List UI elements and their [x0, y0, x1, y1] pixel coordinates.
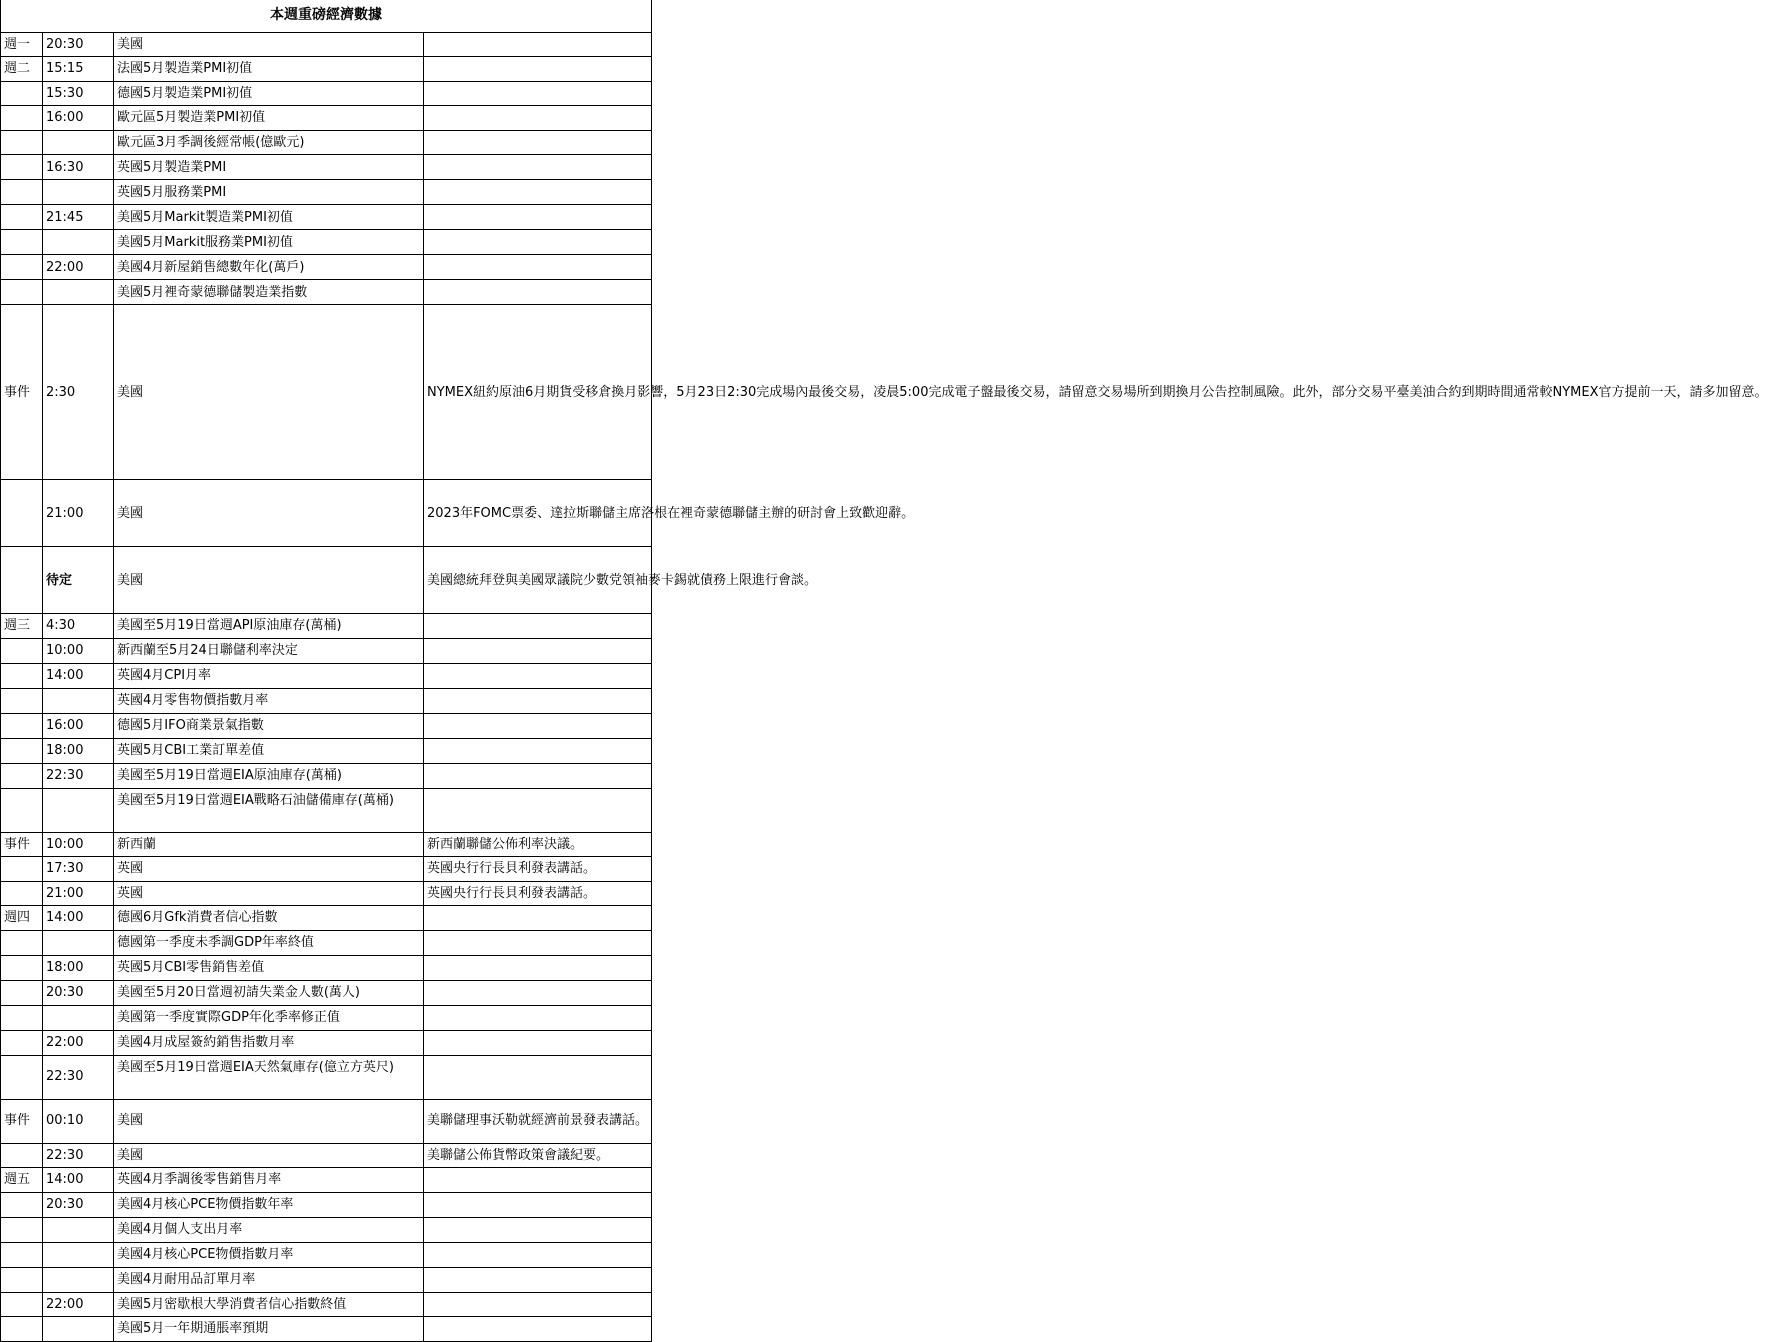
table-row — [1, 81, 652, 106]
table-row — [1, 106, 652, 131]
note-cell — [424, 931, 652, 956]
note-cell — [424, 1031, 652, 1056]
day-cell: 週四 — [1, 906, 43, 931]
table-row — [1, 956, 652, 981]
table-row — [1, 639, 652, 664]
note-cell — [424, 81, 652, 106]
day-cell — [1, 1217, 43, 1242]
indicator-cell: 歐元區5月製造業PMI初值 — [114, 106, 424, 131]
time-cell: 18:00 — [43, 956, 114, 981]
table-row — [1, 931, 652, 956]
table-row — [1, 1317, 652, 1342]
day-cell — [1, 1317, 43, 1342]
table-row — [1, 230, 652, 255]
time-cell: 15:15 — [43, 57, 114, 82]
time-cell — [43, 280, 114, 305]
table-row — [1, 832, 652, 857]
time-cell: 17:30 — [43, 857, 114, 882]
note-cell — [424, 57, 652, 82]
time-cell: 16:00 — [43, 106, 114, 131]
indicator-cell: 美國至5月20日當週初請失業金人數(萬人) — [114, 981, 424, 1006]
note-cell — [424, 1217, 652, 1242]
table-row — [1, 1242, 652, 1267]
note-cell: 美國總統拜登與美國眾議院少數党領袖麥卡錫就債務上限進行會談。 — [424, 547, 652, 614]
time-cell: 2:30 — [43, 305, 114, 480]
day-cell — [1, 1006, 43, 1031]
time-cell: 4:30 — [43, 614, 114, 639]
time-cell: 21:00 — [43, 480, 114, 547]
table-row — [1, 32, 652, 57]
table-row — [1, 1168, 652, 1193]
table-row — [1, 1031, 652, 1056]
day-cell — [1, 280, 43, 305]
note-cell — [424, 1292, 652, 1317]
day-cell — [1, 155, 43, 180]
indicator-cell: 美國4月個人支出月率 — [114, 1217, 424, 1242]
table-row — [1, 205, 652, 230]
time-cell: 22:30 — [43, 1055, 114, 1099]
time-cell — [43, 230, 114, 255]
note-cell — [424, 763, 652, 788]
day-cell: 事件 — [1, 1099, 43, 1143]
day-cell — [1, 130, 43, 155]
indicator-cell: 新西蘭 — [114, 832, 424, 857]
day-cell: 事件 — [1, 832, 43, 857]
note-cell — [424, 230, 652, 255]
indicator-cell: 德國6月Gfk消費者信心指數 — [114, 906, 424, 931]
day-cell — [1, 1055, 43, 1099]
time-cell: 15:30 — [43, 81, 114, 106]
note-cell — [424, 1168, 652, 1193]
indicator-cell: 英國 — [114, 857, 424, 882]
table-row — [1, 981, 652, 1006]
time-cell: 16:00 — [43, 713, 114, 738]
table-row — [1, 688, 652, 713]
note-cell — [424, 639, 652, 664]
note-cell — [424, 180, 652, 205]
indicator-cell: 英國5月服務業PMI — [114, 180, 424, 205]
day-cell — [1, 763, 43, 788]
note-cell — [424, 130, 652, 155]
note-cell — [424, 788, 652, 832]
table-row — [1, 180, 652, 205]
table-row — [1, 614, 652, 639]
note-cell — [424, 663, 652, 688]
note-cell: 美聯儲理事沃勒就經濟前景發表講話。 — [424, 1099, 652, 1143]
table-row — [1, 1267, 652, 1292]
indicator-cell: 美國5月一年期通脹率預期 — [114, 1317, 424, 1342]
indicator-cell: 美國至5月19日當週API原油庫存(萬桶) — [114, 614, 424, 639]
indicator-cell: 美國5月Markit服務業PMI初值 — [114, 230, 424, 255]
time-cell: 16:30 — [43, 155, 114, 180]
table-row — [1, 255, 652, 280]
day-cell — [1, 81, 43, 106]
table-row — [1, 1006, 652, 1031]
table-row — [1, 763, 652, 788]
time-cell: 22:00 — [43, 1031, 114, 1056]
indicator-cell: 美國 — [114, 547, 424, 614]
note-cell — [424, 1006, 652, 1031]
table-row — [1, 1099, 652, 1143]
indicator-cell: 德國第一季度未季調GDP年率終值 — [114, 931, 424, 956]
day-cell — [1, 1242, 43, 1267]
note-cell — [424, 1317, 652, 1342]
day-cell — [1, 1267, 43, 1292]
day-cell — [1, 1143, 43, 1168]
table-row — [1, 155, 652, 180]
note-cell — [424, 614, 652, 639]
table-row — [1, 713, 652, 738]
day-cell — [1, 480, 43, 547]
indicator-cell: 英國5月製造業PMI — [114, 155, 424, 180]
indicator-cell: 美國至5月19日當週EIA戰略石油儲備庫存(萬桶) — [114, 788, 424, 832]
table-row — [1, 1217, 652, 1242]
note-cell — [424, 688, 652, 713]
note-cell — [424, 106, 652, 131]
indicator-cell: 美國 — [114, 480, 424, 547]
time-cell — [43, 1217, 114, 1242]
table-row — [1, 906, 652, 931]
day-cell: 事件 — [1, 305, 43, 480]
time-cell — [43, 1317, 114, 1342]
day-cell: 週二 — [1, 57, 43, 82]
day-cell — [1, 857, 43, 882]
note-cell: 美聯儲公佈貨幣政策會議紀要。 — [424, 1143, 652, 1168]
day-cell — [1, 788, 43, 832]
note-cell — [424, 32, 652, 57]
table-row — [1, 1292, 652, 1317]
time-cell: 21:45 — [43, 205, 114, 230]
indicator-cell: 美國5月裡奇蒙德聯儲製造業指數 — [114, 280, 424, 305]
day-cell — [1, 738, 43, 763]
note-cell — [424, 205, 652, 230]
indicator-cell: 美國 — [114, 1099, 424, 1143]
time-cell: 18:00 — [43, 738, 114, 763]
table-row — [1, 881, 652, 906]
day-cell — [1, 180, 43, 205]
table-row — [1, 738, 652, 763]
indicator-cell: 歐元區3月季調後經常帳(億歐元) — [114, 130, 424, 155]
note-cell — [424, 255, 652, 280]
note-cell: 新西蘭聯儲公佈利率決議。 — [424, 832, 652, 857]
note-cell — [424, 1267, 652, 1292]
table-row — [1, 1055, 652, 1099]
indicator-cell: 英國5月CBI工業訂單差值 — [114, 738, 424, 763]
day-cell: 週三 — [1, 614, 43, 639]
title-row — [1, 0, 652, 32]
indicator-cell: 德國5月製造業PMI初值 — [114, 81, 424, 106]
note-cell: NYMEX紐約原油6月期貨受移倉換月影響，5月23日2:30完成場內最後交易，凌晨5:00完成電子盤最後交易，請留意交易場所到期換月公告控制風險。此外，部分交易平臺美油合約到期時間通常較NYMEX官方提前一天，請多加留意。 — [424, 305, 652, 480]
time-cell — [43, 931, 114, 956]
time-cell — [43, 688, 114, 713]
indicator-cell: 英國4月季調後零售銷售月率 — [114, 1168, 424, 1193]
day-cell — [1, 1031, 43, 1056]
indicator-cell: 英國4月零售物價指數月率 — [114, 688, 424, 713]
day-cell — [1, 230, 43, 255]
note-cell: 英國央行行長貝利發表講話。 — [424, 857, 652, 882]
indicator-cell: 美國4月核心PCE物價指數月率 — [114, 1242, 424, 1267]
note-cell — [424, 1242, 652, 1267]
time-cell — [43, 1242, 114, 1267]
day-cell — [1, 931, 43, 956]
table-row — [1, 857, 652, 882]
time-cell — [43, 130, 114, 155]
time-cell — [43, 1006, 114, 1031]
indicator-cell: 英國5月CBI零售銷售差值 — [114, 956, 424, 981]
time-cell — [43, 1267, 114, 1292]
table-row — [1, 547, 652, 614]
note-cell — [424, 956, 652, 981]
day-cell — [1, 956, 43, 981]
indicator-cell: 法國5月製造業PMI初值 — [114, 57, 424, 82]
day-cell — [1, 688, 43, 713]
time-cell: 10:00 — [43, 639, 114, 664]
time-cell: 22:00 — [43, 255, 114, 280]
table-row — [1, 1192, 652, 1217]
table-row — [1, 280, 652, 305]
time-cell: 22:30 — [43, 763, 114, 788]
day-cell: 週五 — [1, 1168, 43, 1193]
indicator-cell: 英國4月CPI月率 — [114, 663, 424, 688]
note-cell: 2023年FOMC票委、達拉斯聯儲主席洛根在裡奇蒙德聯儲主辦的研討會上致歡迎辭。 — [424, 480, 652, 547]
indicator-cell: 美國至5月19日當週EIA天然氣庫存(億立方英尺) — [114, 1055, 424, 1099]
time-cell — [43, 180, 114, 205]
day-cell — [1, 981, 43, 1006]
time-cell: 14:00 — [43, 1168, 114, 1193]
note-cell — [424, 738, 652, 763]
page-title: 本週重磅經濟數據 — [1, 0, 652, 32]
note-cell — [424, 1192, 652, 1217]
time-cell: 22:30 — [43, 1143, 114, 1168]
table-row — [1, 305, 652, 480]
indicator-cell: 德國5月IFO商業景氣指數 — [114, 713, 424, 738]
note-cell — [424, 1055, 652, 1099]
day-cell — [1, 547, 43, 614]
day-cell — [1, 255, 43, 280]
note-cell — [424, 981, 652, 1006]
note-cell — [424, 906, 652, 931]
indicator-cell: 英國 — [114, 881, 424, 906]
table-row — [1, 1143, 652, 1168]
note-cell — [424, 155, 652, 180]
time-cell: 20:30 — [43, 981, 114, 1006]
day-cell — [1, 106, 43, 131]
day-cell — [1, 205, 43, 230]
time-cell: 22:00 — [43, 1292, 114, 1317]
day-cell — [1, 1192, 43, 1217]
table-row — [1, 57, 652, 82]
indicator-cell: 美國4月耐用品訂單月率 — [114, 1267, 424, 1292]
indicator-cell: 美國5月密歇根大學消費者信心指數終值 — [114, 1292, 424, 1317]
day-cell: 週一 — [1, 32, 43, 57]
indicator-cell: 美國 — [114, 305, 424, 480]
indicator-cell: 美國5月Markit製造業PMI初值 — [114, 205, 424, 230]
time-cell: 21:00 — [43, 881, 114, 906]
indicator-cell: 美國 — [114, 32, 424, 57]
indicator-cell: 美國4月新屋銷售總數年化(萬戶) — [114, 255, 424, 280]
day-cell — [1, 639, 43, 664]
time-cell: 20:30 — [43, 1192, 114, 1217]
table-row — [1, 130, 652, 155]
day-cell — [1, 713, 43, 738]
indicator-cell: 美國4月核心PCE物價指數年率 — [114, 1192, 424, 1217]
day-cell — [1, 881, 43, 906]
day-cell — [1, 1292, 43, 1317]
time-cell: 14:00 — [43, 663, 114, 688]
indicator-cell: 美國 — [114, 1143, 424, 1168]
table-row — [1, 480, 652, 547]
time-cell: 10:00 — [43, 832, 114, 857]
time-cell: 14:00 — [43, 906, 114, 931]
day-cell — [1, 663, 43, 688]
note-cell — [424, 713, 652, 738]
note-cell — [424, 280, 652, 305]
time-cell: 20:30 — [43, 32, 114, 57]
time-cell: 00:10 — [43, 1099, 114, 1143]
indicator-cell: 美國至5月19日當週EIA原油庫存(萬桶) — [114, 763, 424, 788]
table-row — [1, 788, 652, 832]
indicator-cell: 美國第一季度實際GDP年化季率修正值 — [114, 1006, 424, 1031]
time-cell: 待定 — [43, 547, 114, 614]
time-cell — [43, 788, 114, 832]
indicator-cell: 新西蘭至5月24日聯儲利率決定 — [114, 639, 424, 664]
indicator-cell: 美國4月成屋簽約銷售指數月率 — [114, 1031, 424, 1056]
note-cell: 英國央行行長貝利發表講話。 — [424, 881, 652, 906]
table-row — [1, 663, 652, 688]
